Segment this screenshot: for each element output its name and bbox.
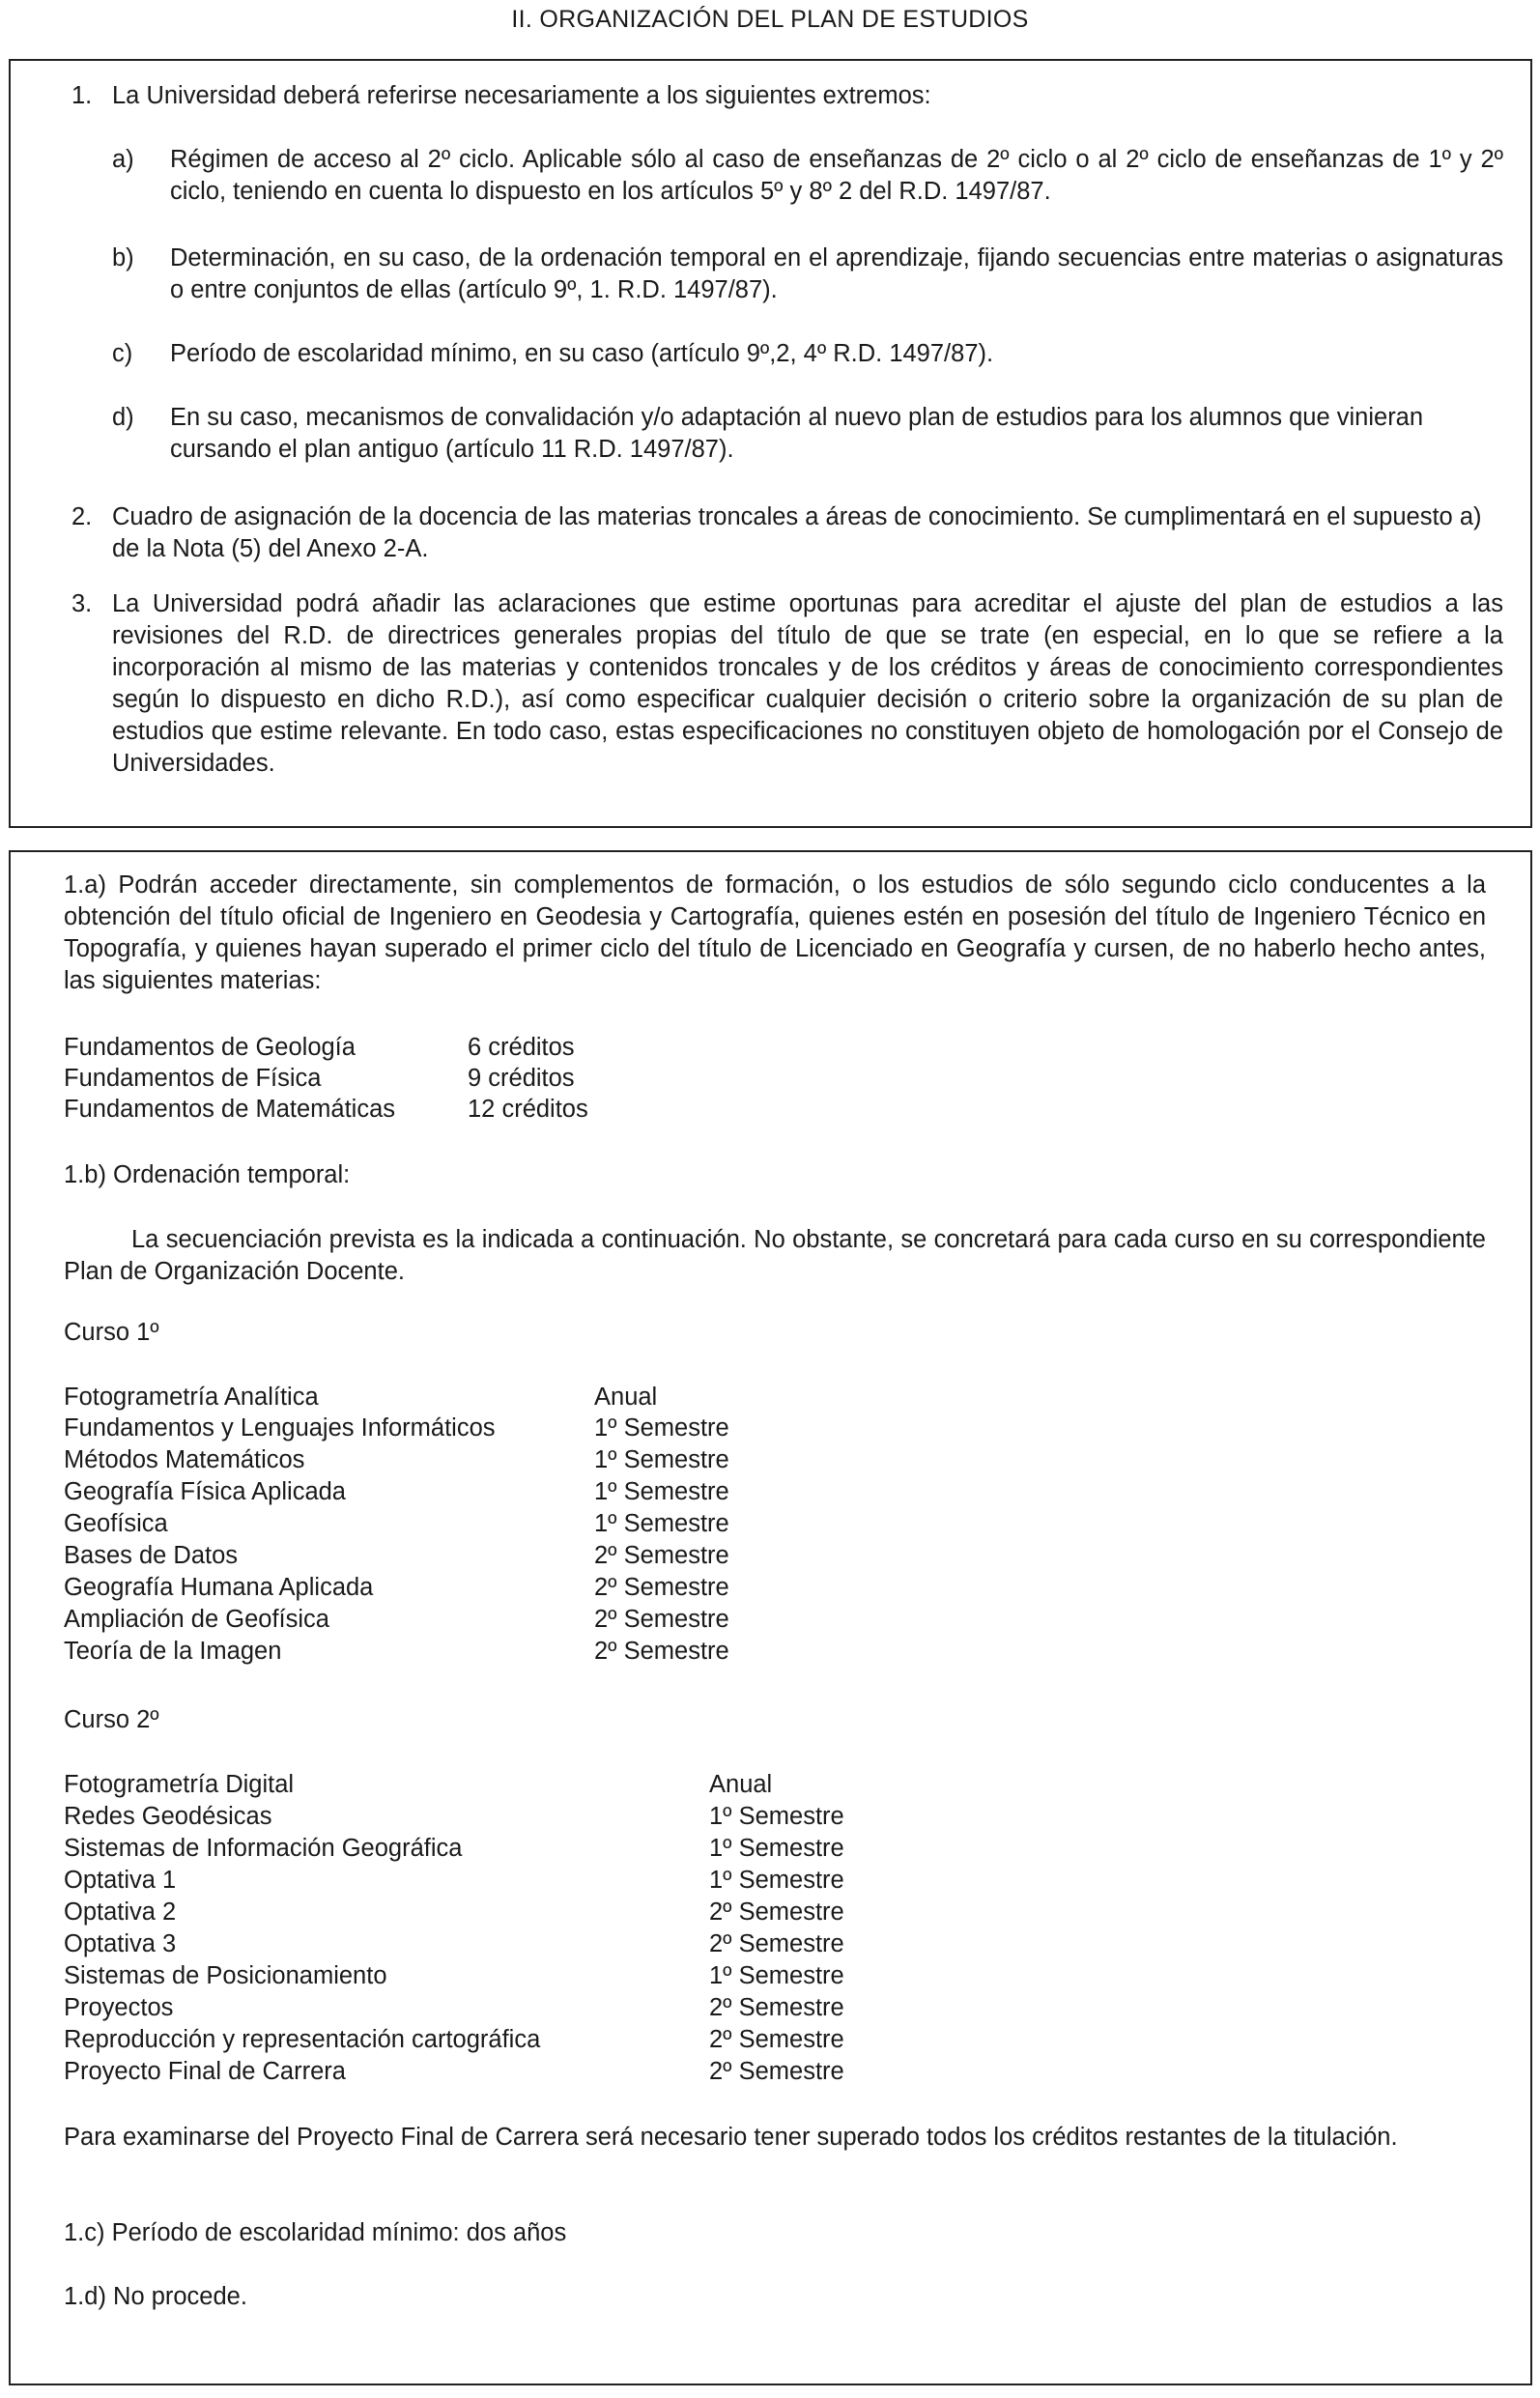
- course-2-period: 1º Semestre: [709, 1867, 844, 1894]
- course-1-subject: Geofísica: [64, 1510, 168, 1537]
- course-1-period: Anual: [594, 1384, 658, 1411]
- prereq-subject: Fundamentos de Matemáticas: [64, 1096, 396, 1123]
- course-1-subject: Geografía Humana Aplicada: [64, 1574, 374, 1601]
- course-2-subject: Optativa 3: [64, 1930, 177, 1957]
- subitem-c-text: Período de escolaridad mínimo, en su caso (artículo 9º,2, 4º R.D. 1497/87).: [170, 340, 994, 367]
- subitem-letter: b): [112, 244, 134, 271]
- course-1-period: 2º Semestre: [594, 1574, 729, 1601]
- subitem-d-text: En su caso, mecanismos de convalidación y/o adaptación al nuevo plan de estudios para los alumnos que vinieran cursando el plan antiguo (artículo 11 R.D. 1497/87).: [170, 404, 1424, 463]
- course-1-period: 1º Semestre: [594, 1446, 729, 1473]
- subitem-b-text: Determinación, en su caso, de la ordenación temporal en el aprendizaje, fijando secuencias entre materias o asignaturas o entre conjuntos de ellas (artículo 9º, 1. R.D. 1497/87).: [170, 244, 1503, 303]
- course-2-subject: Optativa 2: [64, 1898, 177, 1926]
- subitem-letter: c): [112, 340, 133, 367]
- course-1-subject: Bases de Datos: [64, 1542, 239, 1569]
- item-2-text: Cuadro de asignación de la docencia de las materias troncales a áreas de conocimiento. Se cumplimentará en el supuesto a) de la Nota (5) del Anexo 2-A.: [112, 503, 1482, 562]
- course-2-subject: Sistemas de Posicionamiento: [64, 1962, 387, 1989]
- course-2-period: 2º Semestre: [709, 1898, 844, 1926]
- prereq-credits: 9 créditos: [468, 1065, 575, 1092]
- prereq-subject: Fundamentos de Geología: [64, 1034, 356, 1061]
- course-2-period: 2º Semestre: [709, 1994, 844, 2021]
- course-1-subject: Teoría de la Imagen: [64, 1638, 282, 1665]
- ordering-heading: 1.b) Ordenación temporal:: [64, 1161, 351, 1188]
- item-3-text: La Universidad podrá añadir las aclaraciones que estime oportunas para acreditar el ajuste del plan de estudios a las revisiones del R.D. de directrices generales propias del título de que se trate (en especial, en lo que se refiere a la incorporación al mismo de las materias y contenidos troncales y de los créditos y áreas de conocimiento correspondientes según lo dispuesto en dicho R.D.), así como especificar cualquier decisión o criterio sobre la organización de su plan de estudios que estime relevante. En todo caso, estas especificaciones no constituyen objeto de homologación por el Consejo de Universidades.: [112, 590, 1503, 777]
- course-2-heading: Curso 2º: [64, 1706, 159, 1733]
- course-1-period: 2º Semestre: [594, 1638, 729, 1665]
- item-1-text: La Universidad deberá referirse necesariamente a los siguientes extremos:: [112, 82, 931, 109]
- course-1-period: 1º Semestre: [594, 1478, 729, 1505]
- item-number: 3.: [71, 590, 93, 617]
- course-2-subject: Proyecto Final de Carrera: [64, 2058, 346, 2085]
- ordering-paragraph: La secuenciación prevista es la indicada a continuación. No obstante, se concretará para cada curso en su correspondiente Plan de Organización Docente.: [64, 1226, 1486, 1285]
- course-2-period: 1º Semestre: [709, 1962, 844, 1989]
- item-number: 1.: [71, 82, 93, 109]
- course-1-period: 2º Semestre: [594, 1542, 729, 1569]
- course-2-subject: Fotogrametría Digital: [64, 1771, 295, 1798]
- course-2-subject: Proyectos: [64, 1994, 174, 2021]
- subitem-letter: a): [112, 146, 134, 173]
- course-2-subject: Redes Geodésicas: [64, 1803, 272, 1830]
- subitem-a-text: Régimen de acceso al 2º ciclo. Aplicable sólo al caso de enseñanzas de 2º ciclo o al 2º ciclo de enseñanzas de 1º y 2º ciclo, teniendo en cuenta lo dispuesto en los artículos 5º y 8º 2 del R.D. 1497/87.: [170, 146, 1503, 205]
- prereq-credits: 12 créditos: [468, 1096, 588, 1123]
- prereq-subject: Fundamentos de Física: [64, 1065, 322, 1092]
- course-2-period: 1º Semestre: [709, 1835, 844, 1862]
- course-1-period: 1º Semestre: [594, 1510, 729, 1537]
- course-1-subject: Geografía Física Aplicada: [64, 1478, 346, 1505]
- final-project-note: Para examinarse del Proyecto Final de Carrera será necesario tener superado todos los créditos restantes de la titulación.: [64, 2124, 1398, 2151]
- course-1-subject: Fundamentos y Lenguajes Informáticos: [64, 1414, 496, 1442]
- course-2-period: 2º Semestre: [709, 2058, 844, 2085]
- subitem-letter: d): [112, 404, 134, 431]
- min-period: 1.c) Período de escolaridad mínimo: dos años: [64, 2219, 567, 2246]
- course-2-subject: Reproducción y representación cartográfica: [64, 2026, 541, 2053]
- course-1-heading: Curso 1º: [64, 1319, 159, 1346]
- adaptation: 1.d) No procede.: [64, 2283, 247, 2310]
- course-1-subject: Fotogrametría Analítica: [64, 1384, 319, 1411]
- course-2-period: 1º Semestre: [709, 1803, 844, 1830]
- access-paragraph: 1.a) Podrán acceder directamente, sin complementos de formación, o los estudios de sólo segundo ciclo conducentes a la obtención del título oficial de Ingeniero en Geodesia y Cartografía, quienes estén en posesión del título de Ingeniero Técnico en Topografía, y quienes hayan superado el primer ciclo del título de Licenciado en Geografía y cursen, de no haberlo hecho antes, las siguientes materias:: [64, 871, 1486, 994]
- course-1-subject: Ampliación de Geofísica: [64, 1606, 329, 1633]
- course-2-period: 2º Semestre: [709, 1930, 844, 1957]
- page-title: II. ORGANIZACIÓN DEL PLAN DE ESTUDIOS: [511, 6, 1029, 33]
- course-2-subject: Optativa 1: [64, 1867, 177, 1894]
- course-2-period: Anual: [709, 1771, 773, 1798]
- course-1-subject: Métodos Matemáticos: [64, 1446, 305, 1473]
- course-1-period: 2º Semestre: [594, 1606, 729, 1633]
- course-2-period: 2º Semestre: [709, 2026, 844, 2053]
- item-number: 2.: [71, 503, 93, 530]
- course-2-subject: Sistemas de Información Geográfica: [64, 1835, 463, 1862]
- prereq-credits: 6 créditos: [468, 1034, 575, 1061]
- course-1-period: 1º Semestre: [594, 1414, 729, 1442]
